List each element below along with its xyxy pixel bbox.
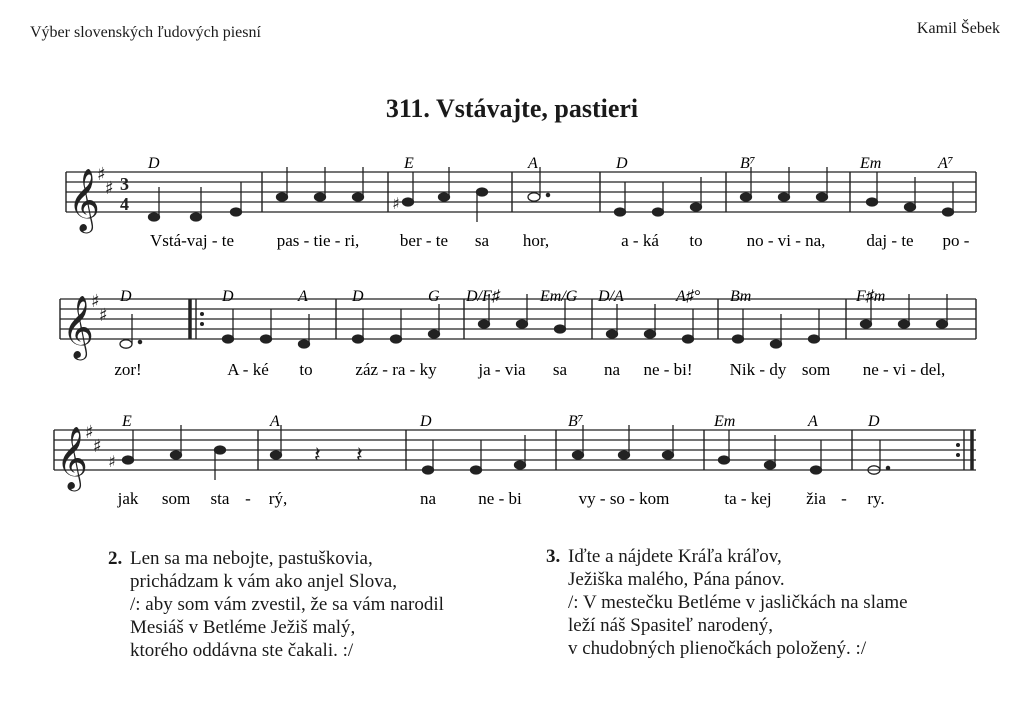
lyric-syllable: pas - tie - ri, <box>276 231 360 250</box>
chord-symbol: D/F♯ <box>466 288 500 305</box>
svg-text:♯: ♯ <box>85 422 94 443</box>
lyric-syllable: A - ké <box>227 360 269 379</box>
svg-text:♯: ♯ <box>99 305 108 326</box>
chord-symbol: B⁷ <box>568 413 584 430</box>
staff-system-1 <box>66 164 976 234</box>
verse-line: Len sa ma nebojte, pastuškovia, <box>130 548 373 569</box>
chord-symbol: D <box>616 155 628 172</box>
chord-symbol: A⁷ <box>938 155 954 172</box>
chord-symbol: Bm <box>730 288 752 305</box>
treble-clef-icon: 𝄞 <box>68 168 100 231</box>
verse-line: leží náš Spasiteľ narodený, <box>568 615 774 636</box>
lyric-syllable: som <box>161 489 191 508</box>
lyric-syllable: ry. <box>867 489 885 508</box>
svg-text:♯: ♯ <box>93 436 102 457</box>
chord-symbol: Em <box>860 155 882 172</box>
verse-2 <box>108 547 444 662</box>
lyric-syllable: sta <box>210 489 230 508</box>
lyric-syllable: rý, <box>268 489 288 508</box>
lyric-syllable: hor, <box>522 231 550 250</box>
book-title: Výber slovenských ľudových piesní <box>30 24 261 41</box>
lyric-syllable: to <box>689 231 703 250</box>
lyrics-system-1 <box>150 231 970 250</box>
svg-text:3: 3 <box>120 174 129 194</box>
lyric-syllable: - <box>245 489 251 508</box>
verse-line: /: aby som vám zvestil, že sa vám narodil <box>130 594 444 615</box>
chord-symbol: G <box>428 288 440 305</box>
notes <box>108 425 890 480</box>
chord-symbol: D <box>120 288 132 305</box>
staff-lines <box>60 299 976 339</box>
lyric-syllable: jak <box>117 489 139 508</box>
chord-symbol: Em/G <box>540 288 578 305</box>
svg-text:4: 4 <box>120 194 129 214</box>
lyric-syllable: Vstá-vaj - te <box>149 231 235 250</box>
staff-system-3 <box>54 422 976 492</box>
chord-symbol: E <box>122 413 132 430</box>
chord-symbol: E <box>404 155 414 172</box>
lyric-syllable: na <box>419 489 437 508</box>
chord-symbol: D <box>222 288 234 305</box>
chord-symbol: Em <box>714 413 736 430</box>
quarter-rest-icon: 𝄽 <box>314 443 321 468</box>
chord-symbols-system-3 <box>121 413 880 430</box>
chord-symbol: D <box>868 413 880 430</box>
verse-3 <box>546 545 908 660</box>
lyric-syllable: vy - so - kom <box>578 489 670 508</box>
lyric-syllable: ber - te <box>399 231 449 250</box>
lyric-syllable: ne - vi - del, <box>862 360 946 379</box>
chord-symbol: F♯m <box>856 288 886 305</box>
chord-symbol: D/A <box>598 288 624 305</box>
staff-lines <box>66 172 976 212</box>
quarter-rest-icon: 𝄽 <box>356 443 363 468</box>
lyric-syllable: záz - ra - ky <box>355 360 437 379</box>
lyric-syllable: po - <box>942 231 970 250</box>
lyric-syllable: to <box>299 360 313 379</box>
chord-symbols-system-1 <box>147 155 954 172</box>
treble-clef-icon: 𝄞 <box>62 295 94 358</box>
lyric-syllable: som <box>801 360 831 379</box>
chord-symbol: B⁷ <box>740 155 756 172</box>
chord-symbol: A <box>528 155 538 172</box>
chord-symbol: A <box>808 413 818 430</box>
treble-clef-icon: 𝄞 <box>56 426 88 489</box>
svg-text:♯: ♯ <box>97 164 106 185</box>
chord-symbol: D <box>420 413 432 430</box>
verse-line: ktorého oddávna ste čakali. :/ <box>130 640 354 661</box>
lyric-syllable: no - vi - na, <box>746 231 826 250</box>
svg-text:♯: ♯ <box>392 194 400 213</box>
verse-line: v chudobných plienočkách položený. :/ <box>568 638 867 659</box>
lyric-syllable: sa <box>474 231 490 250</box>
svg-text:♯: ♯ <box>108 452 116 471</box>
notes <box>149 167 954 222</box>
time-signature <box>120 174 129 214</box>
lyric-syllable: zor! <box>114 360 142 379</box>
song-title: 311. Vstávajte, pastieri <box>385 94 639 123</box>
staff-system-2 <box>60 291 976 361</box>
verse-number: 3. <box>546 546 561 567</box>
chord-symbols-system-2 <box>119 288 885 305</box>
chord-symbol: A♯° <box>676 288 701 305</box>
notes <box>120 294 948 348</box>
lyric-syllable: žia <box>806 489 826 508</box>
lyric-syllable: a - ká <box>621 231 659 250</box>
verse-line: Iďte a nájdete Kráľa kráľov, <box>568 546 782 567</box>
verse-line: prichádzam k vám ako anjel Slova, <box>130 571 397 592</box>
lyric-syllable: ne - bi! <box>643 360 693 379</box>
verse-line: Ježiška malého, Pána pánov. <box>568 569 785 590</box>
lyrics-system-3 <box>117 489 885 508</box>
chord-symbol: D <box>148 155 160 172</box>
verse-number: 2. <box>108 548 123 569</box>
lyric-syllable: - <box>841 489 847 508</box>
lyrics-system-2 <box>114 360 945 379</box>
svg-text:♯: ♯ <box>91 291 100 312</box>
chord-symbol: A <box>270 413 280 430</box>
lyric-syllable: ja - via <box>478 360 526 379</box>
lyric-syllable: ne - bi <box>478 489 522 508</box>
lyric-syllable: na <box>603 360 621 379</box>
lyric-syllable: Nik - dy <box>729 360 787 379</box>
lyric-syllable: sa <box>552 360 568 379</box>
lyric-syllable: ta - kej <box>724 489 772 508</box>
chord-symbol: A <box>298 288 308 305</box>
author-name: Kamil Šebek <box>916 20 1000 37</box>
svg-text:♯: ♯ <box>105 178 114 199</box>
verse-line: /: V mestečku Betléme v jasličkách na slame <box>568 592 908 613</box>
chord-symbol: D <box>352 288 364 305</box>
lyric-syllable: daj - te <box>866 231 914 250</box>
verse-line: Mesiáš v Betléme Ježiš malý, <box>130 617 356 638</box>
